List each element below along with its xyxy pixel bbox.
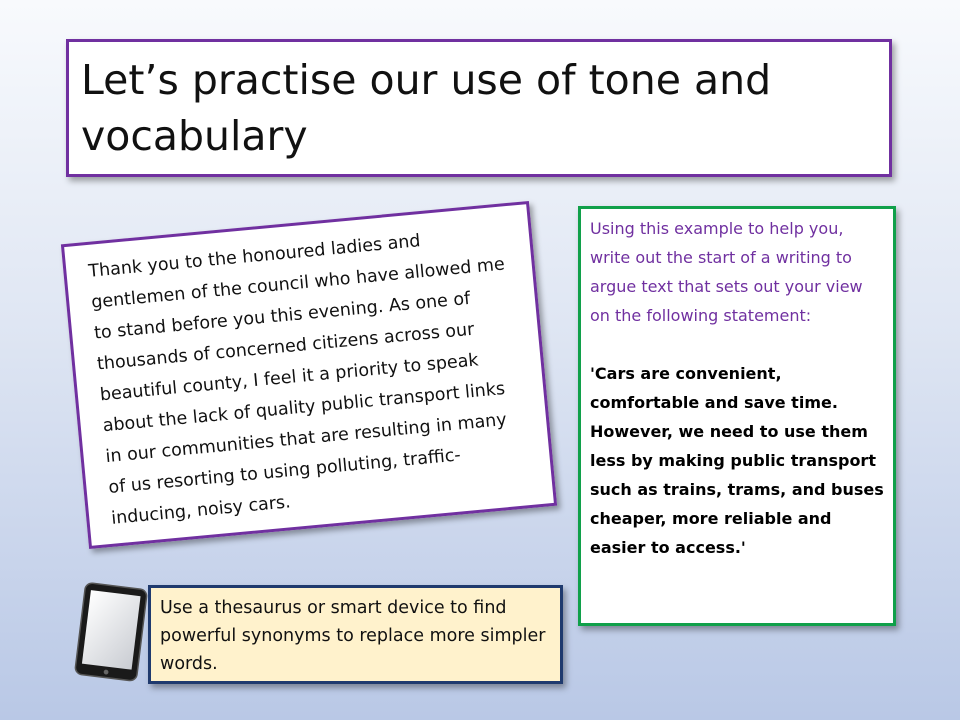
speech-example-box (61, 201, 557, 549)
task-box (578, 206, 896, 626)
tip-text: Use a thesaurus or smart device to find powerful synonyms to replace more simpler words. (160, 598, 546, 674)
task-intro-text: Using this example to help you, write out the start of a writing to argue text that sets out your view on the following statement: (590, 219, 863, 325)
tip-box (148, 585, 563, 684)
tablet-icon (70, 582, 154, 682)
task-statement-text: 'Cars are convenient, comfortable and save time. However, we need to use them less by making public transport such as trains, trams, and buses cheaper, more reliable and easier to access.' (590, 364, 884, 557)
slide-title: Let’s practise our use of tone and vocabulary (81, 56, 772, 160)
title-box (66, 39, 892, 177)
speech-example-text: Thank you to the honoured ladies and gentlemen of the council who have allowed me to stand before you this evening. As one of thousands of concerned citizens across our beautiful county, I feel it a priority to speak about the lack of quality public transport links in our communities that are resulting in many of us resorting to using polluting, traffic-inducing, noisy cars. (87, 231, 508, 529)
